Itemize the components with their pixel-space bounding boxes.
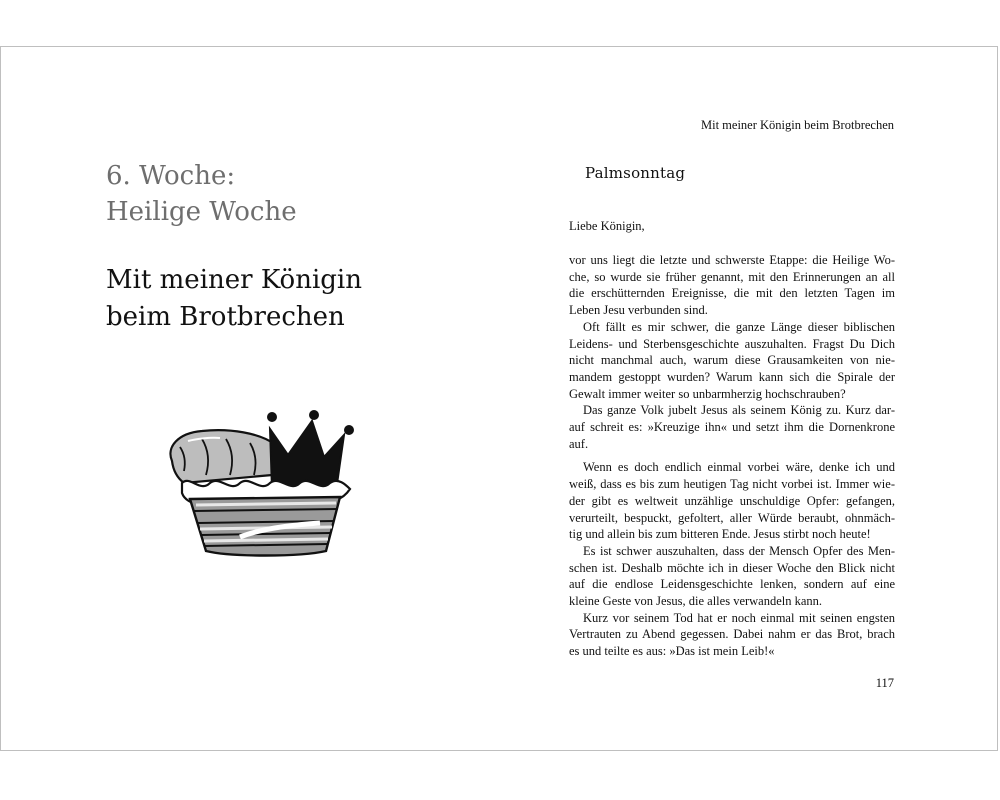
- chapter-title-line-1: Mit meiner Königin: [106, 265, 362, 295]
- bread-basket-with-crown-icon: [160, 405, 370, 565]
- body-text: [569, 252, 895, 660]
- text-line: auf schreit es: »Kreuzige ihn« und setzt ihm die Dornenkrone: [569, 420, 895, 435]
- text-line: Das ganze Volk jubelt Jesus als seinem König zu. Kurz dar-: [583, 403, 895, 418]
- text-line: mandem gestoppt wurden? Warum kann sich die Spirale der: [569, 369, 895, 384]
- text-line: auf.: [569, 436, 589, 451]
- text-line: Gewalt immer weiter so unbarmherzig hochschrauben?: [569, 386, 846, 401]
- text-line: kleine Geste von Jesus, die alles verwandeln kann.: [569, 594, 823, 609]
- section-title: Palmsonntag: [585, 164, 686, 182]
- running-head: Mit meiner Königin beim Brotbrechen: [700, 118, 894, 132]
- text-line: vor uns liegt die letzte und schwerste Etappe: die Heilige Wo-: [569, 253, 895, 267]
- text-line: verurteilt, bespuckt, gefoltert, aller Würde beraubt, ohnmäch-: [569, 510, 895, 525]
- text-line: schen ist. Deshalb möchte ich in dieser Woche den Blick nicht: [569, 560, 895, 575]
- text-line: der gibt es weltweit unzählige unschuldige Opfer: gefangen,: [569, 493, 895, 508]
- text-line: Kurz vor seinem Tod hat er noch einmal mit seinen engsten: [583, 610, 895, 625]
- text-line: es und teilte es aus: »Das ist mein Leib!«: [569, 644, 775, 659]
- text-line: auf die endlose Leidensgeschichte lenken, sondern auf eine: [569, 577, 895, 592]
- text-line: che, so wurde sie früher genannt, mit den Erinnerungen an all: [569, 269, 895, 284]
- text-line: Wenn es doch endlich einmal vorbei wäre, denke ich und: [583, 460, 895, 475]
- text-line: Oft fällt es mir schwer, die ganze Länge dieser biblischen: [583, 319, 895, 334]
- chapter-subtitle: Heilige Woche: [106, 197, 297, 227]
- chapter-number: 6. Woche:: [106, 161, 236, 191]
- text-line: Leben Jesu verbunden sind.: [569, 303, 708, 318]
- chapter-title-line-2: beim Brotbrechen: [106, 302, 345, 332]
- page-number: 117: [875, 676, 894, 690]
- text-line: tig und allein bis zum bitteren Ende. Jesus stirbt noch heute!: [569, 527, 871, 542]
- salutation: Liebe Königin,: [569, 219, 645, 233]
- text-line: nicht manchmal auch, warum diese Grausamkeiten von nie-: [569, 353, 895, 368]
- text-line: Vertrauten zu Abend gegessen. Dabei nahm er das Brot, brach: [569, 627, 895, 642]
- chapter-heading: [106, 158, 297, 230]
- text-line: Leidens- und Sterbensgeschichte auszuhalten. Fragst Du Dich: [569, 336, 895, 351]
- text-line: weiß, dass es bis zum heutigen Tag nicht vorbei ist. Immer wie-: [569, 477, 895, 492]
- text-line: die erschütternden Ereignisse, die mit den letzten Tagen im: [569, 286, 895, 301]
- chapter-title: [106, 262, 362, 336]
- text-line: Es ist schwer auszuhalten, dass der Mensch Opfer des Men-: [583, 543, 895, 558]
